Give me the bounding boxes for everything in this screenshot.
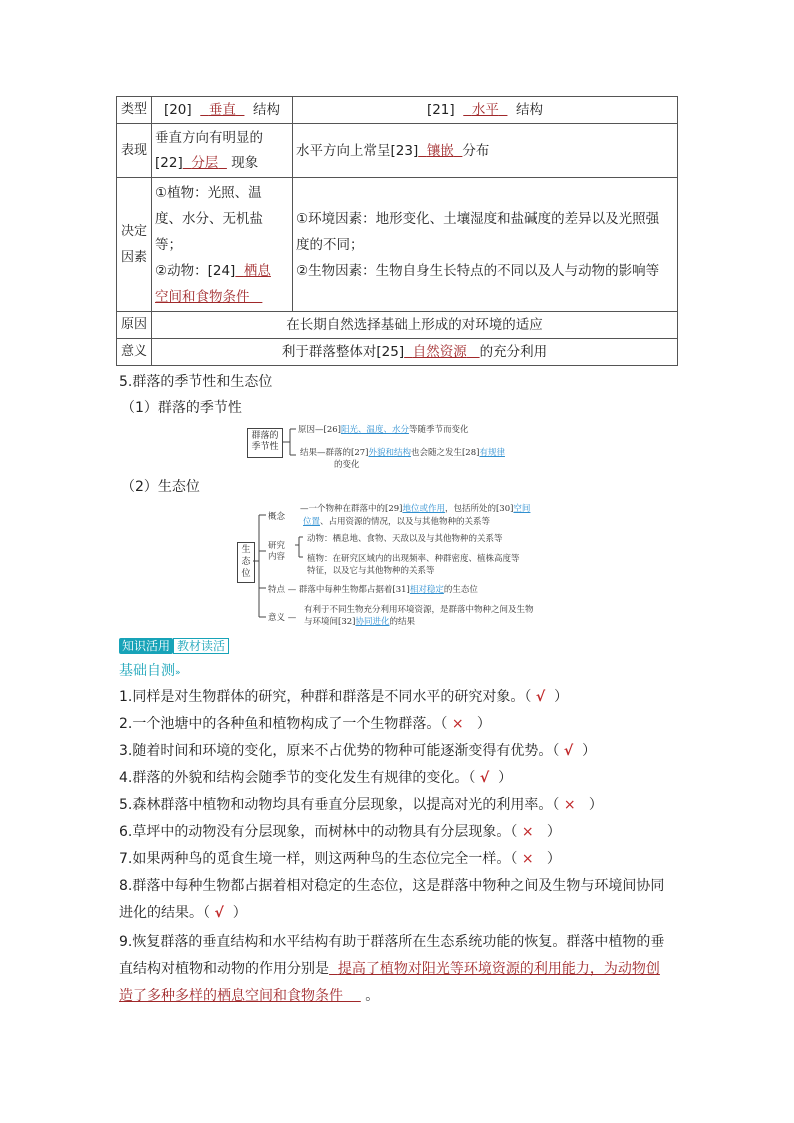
blank-index: [20] <box>163 102 192 118</box>
question-item: 5.森林群落中植物和动物均具有垂直分层现象，以提高对光的利用率。（ × ） <box>119 797 603 813</box>
quiz-title: 基础自测» <box>119 663 181 679</box>
horizontal-cell: ①环境因素：地形变化、土壤湿度和盐碱度的差异以及光照强 度的不同； ②生物因素：生物自身生长特点的不同以及人与动物的影响等 <box>293 178 678 312</box>
concept-line1: —一个物种在群落中的[29]地位或作用，包括所处的[30]空间 <box>300 504 531 514</box>
cell-text: 结构 <box>253 102 281 118</box>
cell-text: 结构 <box>516 102 544 118</box>
row-label: 表现 <box>117 124 152 178</box>
answer-text: 造了多种多样的栖息空间和食物条件 <box>119 988 343 1004</box>
season-box: 群落的 季节性 <box>247 428 283 458</box>
question-item: 6.草坪中的动物没有分层现象，而树林中的动物具有分层现象。（ × ） <box>119 824 561 840</box>
meaning-cell: 利于群落整体对[25] 自然资源 的充分利用 <box>152 339 678 366</box>
table-row <box>117 124 678 178</box>
blank-index: [22] <box>155 154 183 171</box>
research-plant: 植物：在研究区域内的出现频率、种群密度、植株高度等 <box>307 554 520 564</box>
subsection-heading: （1）群落的季节性 <box>121 400 242 416</box>
meaning-label: 意义 — <box>268 613 297 623</box>
answer-text: 提高了植物对阳光等环境资源的利用能力，为动物创 <box>337 961 660 977</box>
table-row <box>117 312 678 339</box>
cell-text: 分布 <box>462 142 490 159</box>
research-plant-cont: 特征，以及它与其他物种的关系等 <box>307 566 435 576</box>
question-item: 4.群落的外貌和结构会随季节的变化发生有规律的变化。（ √ ） <box>119 770 513 786</box>
horizontal-cell <box>293 124 678 178</box>
textbook-tag: 教材读活 <box>173 638 229 654</box>
section-heading: 5.群落的季节性和生态位 <box>119 374 273 390</box>
vertical-cell <box>152 124 293 178</box>
row-label: 类型 <box>117 97 152 124</box>
answer-text: 自然资源 <box>412 344 467 360</box>
row-label: 决定 因素 <box>117 178 152 312</box>
blank-index: [21] <box>426 102 455 118</box>
cell-text: 水平方向上常呈[23] <box>296 142 419 159</box>
knowledge-tag: 知识活用 <box>119 638 173 654</box>
answer-text: 镶嵌 <box>426 142 454 159</box>
answer-text: 垂直 <box>208 102 236 118</box>
question-item: 1.同样是对生物群体的研究，种群和群落是不同水平的研究对象。（ √ ） <box>119 689 569 705</box>
reason-cell: 在长期自然选择基础上形成的对环境的适应 <box>152 312 678 339</box>
row-label: 原因 <box>117 312 152 339</box>
question-item: 2.一个池塘中的各种鱼和植物构成了一个生物群落。（ × ） <box>119 716 491 732</box>
question-item: 9.恢复群落的垂直结构和水平结构有助于群落所在生态系统功能的恢复。群落中植物的垂 <box>119 934 665 950</box>
cell-text: 垂直方向有明显的 <box>155 129 263 146</box>
feature-row: 特点 — 群落中每种生物都占据着[31]相对稳定的生态位 <box>268 585 478 595</box>
row-label: 意义 <box>117 339 152 366</box>
season-result-cont: 的变化 <box>334 460 360 470</box>
table-row <box>117 339 678 366</box>
meaning-line1: 有利于不同生物充分利用环境资源，是群落中物种之间及生物 <box>304 605 534 615</box>
research-label: 研究 内容 <box>268 541 286 562</box>
research-animal: 动物：栖息地、食物、天敌以及与其他物种的关系等 <box>307 534 503 544</box>
vertical-cell: ①植物：光照、温 度、水分、无机盐 等； ②动物：[24] 栖息 空间和食物条件 <box>152 178 293 312</box>
question-item: 3.随着时间和环境的变化，原来不占优势的物种可能逐渐变得有优势。（ √ ） <box>119 743 597 759</box>
concept-label: 概念 <box>268 512 286 522</box>
question-item: 7.如果两种鸟的觅食生境一样，则这两种鸟的生态位完全一样。（ × ） <box>119 851 561 867</box>
answer-text: 栖息 <box>243 262 271 279</box>
answer-text: 空间和食物条件 <box>155 288 250 305</box>
structure-table <box>116 96 678 366</box>
meaning-line2: 与环境间[32]协同进化的结果 <box>304 617 415 627</box>
season-cause: 原因—[26]阳光、温度、水分等随季节而变化 <box>298 425 469 435</box>
season-result: 结果—群落的[27]外貌和结构也会随之发生[28]有规律 <box>300 448 505 458</box>
answer-text: 水平 <box>471 102 499 118</box>
tag-group <box>119 635 229 654</box>
question-item: 8.群落中每种生物都占据着相对稳定的生态位，这是群落中物种之间及生物与环境间协同 <box>119 878 665 894</box>
horizontal-cell <box>293 97 678 124</box>
subsection-heading: （2）生态位 <box>121 479 200 495</box>
question-item-cont: 直结构对植物和动物的作用分别是 提高了植物对阳光等环境资源的利用能力，为动物创 <box>119 961 660 977</box>
cell-text: 现象 <box>231 154 259 171</box>
question-item-cont: 进化的结果。（ √ ） <box>119 905 247 921</box>
table-row <box>117 97 678 124</box>
niche-box: 生 态 位 <box>237 542 255 583</box>
concept-line2: 位置、占用资源的情况，以及与其他物种的关系等 <box>303 517 491 527</box>
answer-text: 分层 <box>191 154 219 171</box>
vertical-cell <box>152 97 293 124</box>
question-item-cont: 造了多种多样的栖息空间和食物条件 。 <box>119 988 380 1004</box>
table-row <box>117 178 678 312</box>
